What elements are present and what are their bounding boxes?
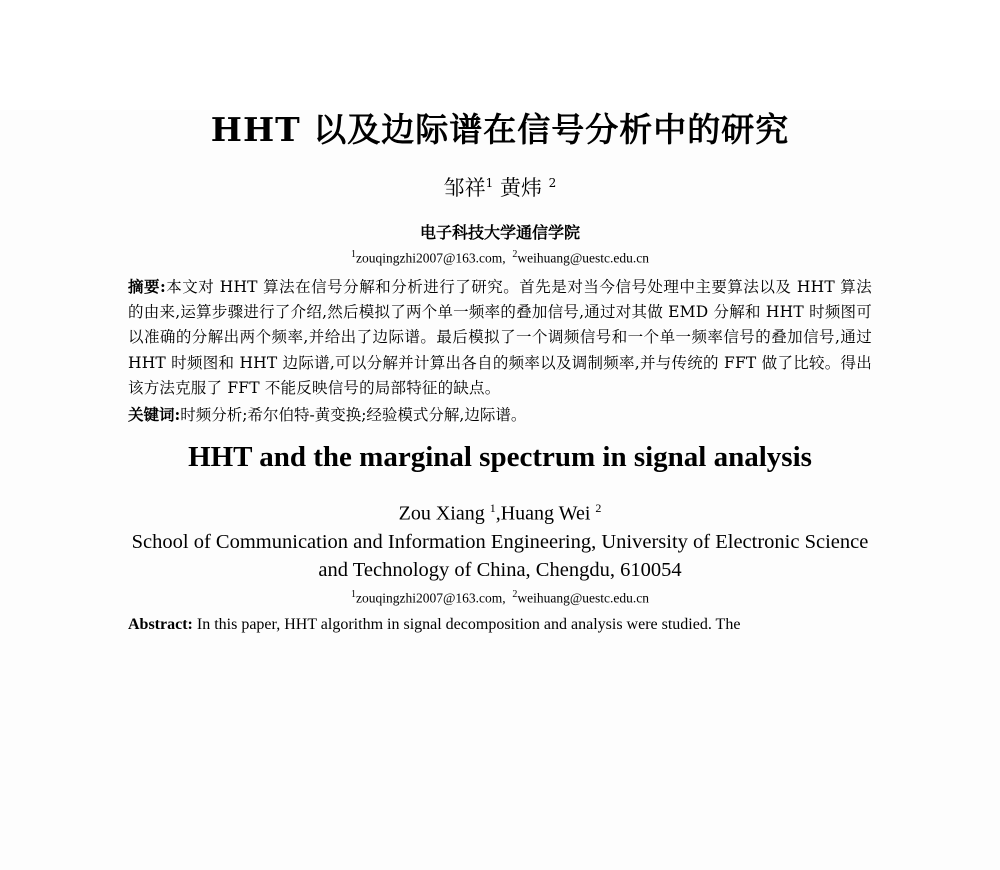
paper-page bbox=[0, 110, 1000, 870]
chinese-keywords-label: 关键词: bbox=[128, 404, 181, 424]
chinese-email-2-sup: 2 bbox=[512, 248, 518, 260]
english-email-1-sup: 1 bbox=[350, 588, 356, 600]
chinese-abstract bbox=[128, 274, 872, 401]
chinese-author-2: 黄炜 bbox=[493, 175, 549, 200]
chinese-keywords bbox=[128, 403, 872, 428]
english-author-2: ,Huang Wei bbox=[495, 502, 596, 525]
chinese-title: HHT 以及边际谱在信号分析中的研究 bbox=[210, 110, 790, 149]
chinese-emails bbox=[128, 249, 872, 267]
english-author-2-sup: 2 bbox=[595, 500, 602, 515]
english-title: HHT and the marginal spectrum in signal analysis bbox=[188, 440, 812, 473]
english-abstract-label: Abstract: bbox=[128, 616, 193, 634]
chinese-abstract-text: 本文对 HHT 算法在信号分解和分析进行了研究。首先是对当今信号处理中主要算法以及 HHT 算法的由来,运算步骤进行了介绍,然后模拟了两个单一频率的叠加信号,通过对其做 EMD 分解和 HHT 时频图可以准确的分解出两个频率,并给出了边际谱。最后模拟了一个调频信号和一个单一频率信号的叠加信号,通过 HHT 时频图和 HHT 边际谱,可以分解并计算出各自的频率以及调制频率,并与传统的 FFT 做了比较。得出该方法克服了 FFT 不能反映信号的局部特征的缺点。 bbox=[128, 278, 872, 397]
english-email-2[interactable]: weihuang@uestc.edu.cn bbox=[517, 590, 650, 606]
chinese-email-1-sup: 1 bbox=[350, 248, 356, 260]
english-emails bbox=[128, 589, 872, 607]
english-authors bbox=[128, 501, 872, 526]
english-author-1-sup: 1 bbox=[489, 500, 496, 515]
english-abstract bbox=[128, 613, 872, 637]
chinese-author-1-sup: 1 bbox=[485, 175, 494, 190]
chinese-authors bbox=[128, 172, 872, 202]
english-email-2-sup: 2 bbox=[512, 588, 518, 600]
english-abstract-text: In this paper, HHT algorithm in signal decomposition and analysis were studied. The bbox=[192, 616, 741, 634]
chinese-author-1: 邹祥 bbox=[443, 175, 486, 200]
chinese-author-2-sup: 2 bbox=[548, 175, 557, 190]
chinese-abstract-label: 摘要: bbox=[128, 277, 166, 297]
chinese-affiliation: 电子科技大学通信学院 bbox=[419, 222, 580, 242]
english-affiliation: School of Communication and Information Engineering, University of Electronic Science and Technology of China, Chengdu, 610054 bbox=[131, 531, 869, 582]
english-author-1: Zou Xiang bbox=[398, 502, 490, 525]
chinese-keywords-text: 时频分析;希尔伯特-黄变换;经验模式分解,边际谱。 bbox=[180, 405, 527, 424]
chinese-email-2[interactable]: weihuang@uestc.edu.cn bbox=[517, 250, 650, 266]
chinese-email-1[interactable]: zouqingzhi2007@163.com, bbox=[355, 250, 506, 266]
english-email-1[interactable]: zouqingzhi2007@163.com, bbox=[355, 590, 506, 606]
